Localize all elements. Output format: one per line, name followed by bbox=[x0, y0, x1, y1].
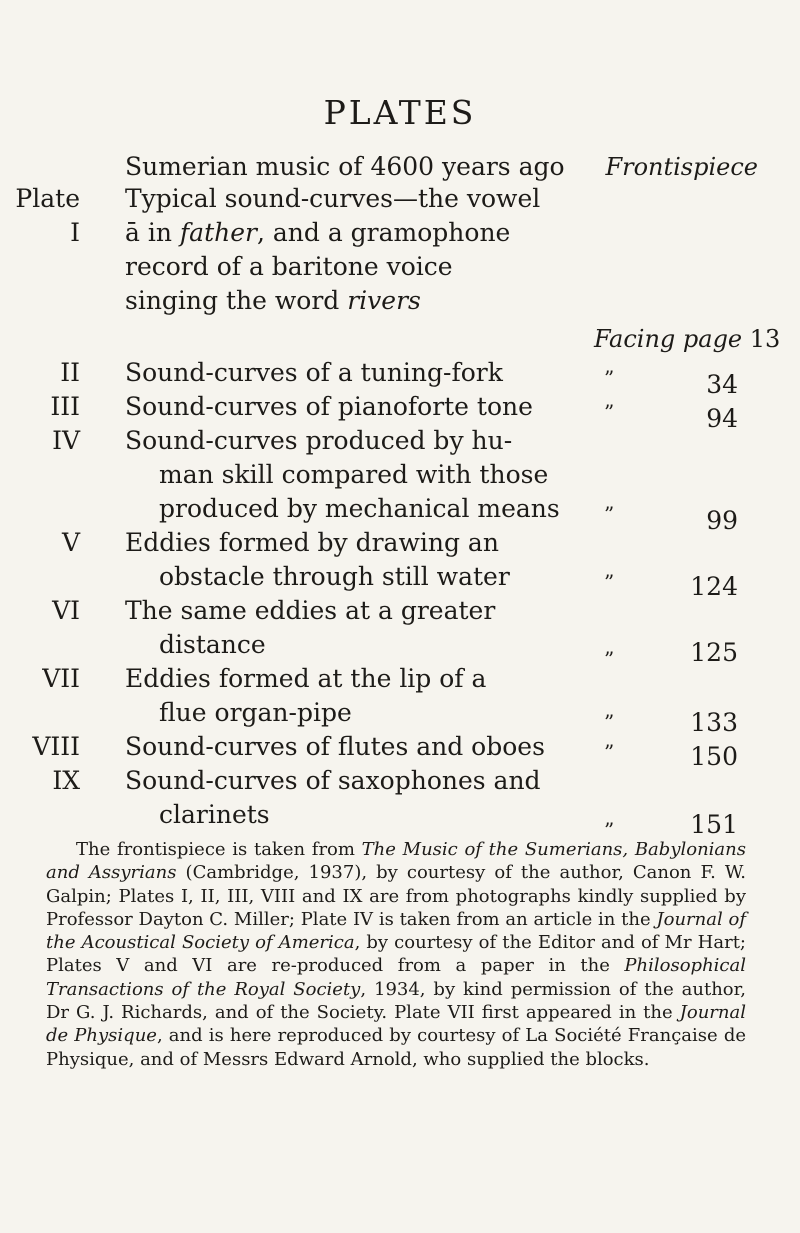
plate-title bbox=[125, 424, 625, 526]
note-italic-title: The Music of the Sumerians, Babylonians and Assyrians bbox=[46, 839, 746, 884]
plate-title-line: obstacle through still water bbox=[159, 562, 510, 591]
page-number: 133 bbox=[690, 708, 738, 737]
page-number: 125 bbox=[690, 638, 738, 667]
plate-title-line: singing the word rivers bbox=[125, 286, 421, 315]
page-number: 151 bbox=[690, 810, 738, 839]
ditto-mark: ” bbox=[604, 502, 615, 526]
plate-title-line: man skill compared with those bbox=[159, 460, 549, 489]
plate-number: VIII bbox=[32, 732, 80, 761]
plate-number: II bbox=[60, 358, 80, 387]
plate-title: Sound-curves of pianoforte tone bbox=[125, 392, 533, 421]
frontispiece-ref: Frontispiece bbox=[605, 153, 758, 181]
page-number: 99 bbox=[706, 506, 738, 535]
plate-number: V bbox=[61, 528, 80, 557]
page-number: 124 bbox=[690, 572, 738, 601]
page-heading: PLATES bbox=[323, 93, 477, 132]
note-text: , 1934, by kind permission of the author, Dr G. J. Richards, and of the Society. Plate VII first appeared in the bbox=[46, 978, 746, 1024]
page-number: 13 bbox=[749, 325, 781, 353]
ditto-mark: ” bbox=[604, 710, 615, 734]
plate-title-line: flue organ-pipe bbox=[159, 698, 352, 727]
facing-page-ref bbox=[594, 322, 780, 356]
plate-title-line: distance bbox=[159, 630, 266, 659]
plate-number: VII bbox=[42, 664, 80, 693]
plate-title-line: The same eddies at a greater bbox=[125, 596, 496, 625]
page-number: 150 bbox=[690, 742, 738, 771]
credits-note bbox=[46, 838, 746, 1071]
plate-title-line: Eddies formed by drawing an bbox=[125, 528, 499, 557]
plate-title-line: clarinets bbox=[159, 800, 270, 829]
ditto-mark: ” bbox=[604, 400, 615, 424]
plate-number: IV bbox=[52, 426, 80, 455]
plate-title-line: Eddies formed at the lip of a bbox=[125, 664, 487, 693]
plate-title-line: Sound-curves produced by hu- bbox=[125, 426, 513, 455]
plate-title bbox=[125, 662, 625, 730]
note-italic-title: Journal of the Acoustical Society of America bbox=[46, 908, 746, 954]
plate-title-line: Typical sound-curves—the vowel bbox=[125, 184, 541, 213]
ditto-mark: ” bbox=[604, 647, 615, 671]
plate-title-line: Sound-curves of saxophones and bbox=[125, 766, 541, 795]
frontispiece-title: Sumerian music of 4600 years ago bbox=[125, 152, 565, 181]
plate-number: VI bbox=[52, 596, 80, 625]
plate-title bbox=[125, 526, 625, 594]
plate-title bbox=[125, 594, 625, 662]
plate-number: IX bbox=[52, 766, 80, 795]
facing-page-label: Facing page bbox=[594, 325, 743, 353]
note-text: , and is here reproduced by courtesy of La Société Française de Physique, and of Messrs Edward Arnold, who supplied the blocks. bbox=[46, 1025, 746, 1070]
ditto-mark: ” bbox=[604, 740, 615, 764]
note-text: , by courtesy of the Editor and of Mr Hart; Plates V and VI are re-produced from a paper in the bbox=[46, 932, 746, 977]
plate-title bbox=[125, 182, 605, 318]
note-text: The frontispiece is taken from bbox=[76, 839, 362, 860]
note-text: (Cambridge, 1937), by courtesy of the author, Canon F. W. Galpin; Plates I, II, III, VIII and IX are from photographs kindly supplied by Professor Dayton C. Miller; Plate IV is taken from an article in the bbox=[46, 862, 746, 930]
ditto-mark: ” bbox=[604, 570, 615, 594]
note-italic-title: Philosophical Transactions of the Royal Society bbox=[46, 955, 746, 1000]
plate-title: Sound-curves of flutes and oboes bbox=[125, 732, 545, 761]
plate-title: Sound-curves of a tuning-fork bbox=[125, 358, 503, 387]
page-number: 34 bbox=[706, 370, 738, 399]
plate-title-line: record of a baritone voice bbox=[125, 252, 453, 281]
plate-number: Plate I bbox=[15, 184, 80, 247]
ditto-mark: ” bbox=[604, 818, 615, 842]
ditto-mark: ” bbox=[604, 366, 615, 390]
plate-title bbox=[125, 764, 625, 832]
note-italic-title: Journal de Physique bbox=[46, 1002, 746, 1047]
page-number: 94 bbox=[706, 404, 738, 433]
plate-title-line: produced by mechanical means bbox=[159, 494, 560, 523]
plate-number: III bbox=[50, 392, 80, 421]
plate-title-line: ā in father, and a gramophone bbox=[125, 218, 511, 247]
